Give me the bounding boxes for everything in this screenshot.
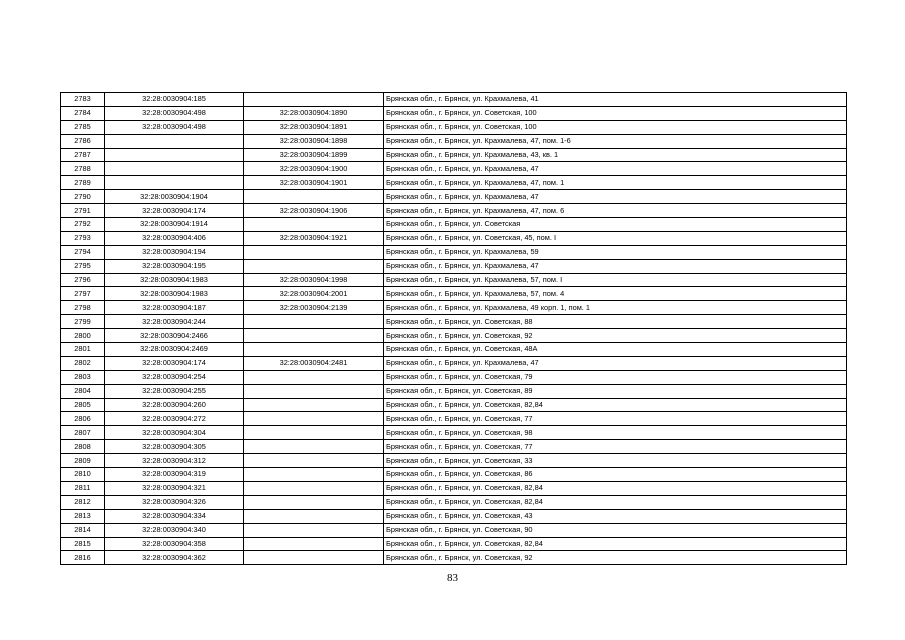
table-row bbox=[61, 329, 847, 343]
table-row bbox=[61, 384, 847, 398]
cadastral-number-cell: 32:28:0030904:312 bbox=[105, 454, 244, 468]
row-number-cell: 2804 bbox=[61, 384, 105, 398]
table-row bbox=[61, 398, 847, 412]
table-row bbox=[61, 509, 847, 523]
cadastral-number-cell bbox=[105, 134, 244, 148]
premises-cadastral-number-cell: 32:28:0030904:1899 bbox=[244, 148, 384, 162]
table-row bbox=[61, 218, 847, 232]
address-cell: Брянская обл., г. Брянск, ул. Советская, 79 bbox=[384, 370, 847, 384]
row-number-cell: 2813 bbox=[61, 509, 105, 523]
address-cell: Брянская обл., г. Брянск, ул. Крахмалева, 43, кв. 1 bbox=[384, 148, 847, 162]
table-row bbox=[61, 481, 847, 495]
cadastral-number-cell: 32:28:0030904:362 bbox=[105, 551, 244, 565]
cadastral-number-cell: 32:28:0030904:187 bbox=[105, 301, 244, 315]
table-row bbox=[61, 259, 847, 273]
address-cell: Брянская обл., г. Брянск, ул. Советская, 100 bbox=[384, 120, 847, 134]
table-row bbox=[61, 176, 847, 190]
cadastral-number-cell: 32:28:0030904:260 bbox=[105, 398, 244, 412]
address-cell: Брянская обл., г. Брянск, ул. Крахмалева, 47 bbox=[384, 356, 847, 370]
row-number-cell: 2791 bbox=[61, 204, 105, 218]
cadastral-number-cell: 32:28:0030904:174 bbox=[105, 204, 244, 218]
premises-cadastral-number-cell bbox=[244, 259, 384, 273]
cadastral-number-cell: 32:28:0030904:195 bbox=[105, 259, 244, 273]
premises-cadastral-number-cell bbox=[244, 412, 384, 426]
premises-cadastral-number-cell bbox=[244, 315, 384, 329]
table-row bbox=[61, 343, 847, 357]
premises-cadastral-number-cell: 32:28:0030904:1900 bbox=[244, 162, 384, 176]
premises-cadastral-number-cell bbox=[244, 495, 384, 509]
address-cell: Брянская обл., г. Брянск, ул. Советская, 90 bbox=[384, 523, 847, 537]
row-number-cell: 2795 bbox=[61, 259, 105, 273]
table-row bbox=[61, 273, 847, 287]
row-number-cell: 2785 bbox=[61, 120, 105, 134]
premises-cadastral-number-cell: 32:28:0030904:2481 bbox=[244, 356, 384, 370]
address-cell: Брянская обл., г. Брянск, ул. Советская, 92 bbox=[384, 551, 847, 565]
premises-cadastral-number-cell bbox=[244, 190, 384, 204]
address-cell: Брянская обл., г. Брянск, ул. Советская, 82,84 bbox=[384, 481, 847, 495]
address-cell: Брянская обл., г. Брянск, ул. Советская, 89 bbox=[384, 384, 847, 398]
table-row bbox=[61, 120, 847, 134]
address-cell: Брянская обл., г. Брянск, ул. Крахмалева, 47 bbox=[384, 259, 847, 273]
table-row bbox=[61, 537, 847, 551]
address-cell: Брянская обл., г. Брянск, ул. Советская, 86 bbox=[384, 468, 847, 482]
address-cell: Брянская обл., г. Брянск, ул. Советская, 33 bbox=[384, 454, 847, 468]
table-body bbox=[61, 93, 847, 565]
address-cell: Брянская обл., г. Брянск, ул. Крахмалева, 49 корп. 1, пом. 1 bbox=[384, 301, 847, 315]
cadastral-number-cell: 32:28:0030904:174 bbox=[105, 356, 244, 370]
address-cell: Брянская обл., г. Брянск, ул. Крахмалева, 57, пом. I bbox=[384, 273, 847, 287]
table-row bbox=[61, 190, 847, 204]
address-cell: Брянская обл., г. Брянск, ул. Крахмалева, 47 bbox=[384, 162, 847, 176]
table-row bbox=[61, 551, 847, 565]
row-number-cell: 2789 bbox=[61, 176, 105, 190]
cadastral-number-cell: 32:28:0030904:1983 bbox=[105, 287, 244, 301]
address-cell: Брянская обл., г. Брянск, ул. Крахмалева, 57, пом. 4 bbox=[384, 287, 847, 301]
cadastral-number-cell: 32:28:0030904:305 bbox=[105, 440, 244, 454]
cadastral-number-cell: 32:28:0030904:1904 bbox=[105, 190, 244, 204]
cadastral-number-cell: 32:28:0030904:255 bbox=[105, 384, 244, 398]
cadastral-number-cell bbox=[105, 176, 244, 190]
address-cell: Брянская обл., г. Брянск, ул. Крахмалева, 47 bbox=[384, 190, 847, 204]
row-number-cell: 2787 bbox=[61, 148, 105, 162]
table-row bbox=[61, 301, 847, 315]
premises-cadastral-number-cell: 32:28:0030904:2001 bbox=[244, 287, 384, 301]
row-number-cell: 2798 bbox=[61, 301, 105, 315]
row-number-cell: 2784 bbox=[61, 106, 105, 120]
row-number-cell: 2811 bbox=[61, 481, 105, 495]
table-row bbox=[61, 93, 847, 107]
table-row bbox=[61, 245, 847, 259]
table-row bbox=[61, 412, 847, 426]
row-number-cell: 2797 bbox=[61, 287, 105, 301]
row-number-cell: 2792 bbox=[61, 218, 105, 232]
table-row bbox=[61, 204, 847, 218]
address-cell: Брянская обл., г. Брянск, ул. Крахмалева, 47, пом. 1 bbox=[384, 176, 847, 190]
cadastral-number-cell: 32:28:0030904:406 bbox=[105, 231, 244, 245]
premises-cadastral-number-cell bbox=[244, 384, 384, 398]
address-cell: Брянская обл., г. Брянск, ул. Крахмалева, 47, пом. 1-6 bbox=[384, 134, 847, 148]
premises-cadastral-number-cell: 32:28:0030904:1921 bbox=[244, 231, 384, 245]
cadastral-number-cell: 32:28:0030904:304 bbox=[105, 426, 244, 440]
row-number-cell: 2794 bbox=[61, 245, 105, 259]
row-number-cell: 2788 bbox=[61, 162, 105, 176]
address-cell: Брянская обл., г. Брянск, ул. Крахмалева, 47, пом. 6 bbox=[384, 204, 847, 218]
premises-cadastral-number-cell: 32:28:0030904:2139 bbox=[244, 301, 384, 315]
row-number-cell: 2799 bbox=[61, 315, 105, 329]
premises-cadastral-number-cell bbox=[244, 343, 384, 357]
row-number-cell: 2809 bbox=[61, 454, 105, 468]
table-row bbox=[61, 495, 847, 509]
table-row bbox=[61, 523, 847, 537]
row-number-cell: 2790 bbox=[61, 190, 105, 204]
premises-cadastral-number-cell bbox=[244, 509, 384, 523]
row-number-cell: 2810 bbox=[61, 468, 105, 482]
cadastral-number-cell: 32:28:0030904:194 bbox=[105, 245, 244, 259]
cadastral-number-cell: 32:28:0030904:1983 bbox=[105, 273, 244, 287]
row-number-cell: 2805 bbox=[61, 398, 105, 412]
address-cell: Брянская обл., г. Брянск, ул. Советская, 88 bbox=[384, 315, 847, 329]
cadastral-number-cell: 32:28:0030904:1914 bbox=[105, 218, 244, 232]
premises-cadastral-number-cell bbox=[244, 245, 384, 259]
cadastral-number-cell: 32:28:0030904:498 bbox=[105, 106, 244, 120]
row-number-cell: 2800 bbox=[61, 329, 105, 343]
row-number-cell: 2806 bbox=[61, 412, 105, 426]
cadastral-number-cell: 32:28:0030904:358 bbox=[105, 537, 244, 551]
cadastral-number-cell: 32:28:0030904:498 bbox=[105, 120, 244, 134]
address-cell: Брянская обл., г. Брянск, ул. Советская bbox=[384, 218, 847, 232]
premises-cadastral-number-cell: 32:28:0030904:1998 bbox=[244, 273, 384, 287]
cadastral-number-cell: 32:28:0030904:2469 bbox=[105, 343, 244, 357]
premises-cadastral-number-cell bbox=[244, 523, 384, 537]
premises-cadastral-number-cell: 32:28:0030904:1891 bbox=[244, 120, 384, 134]
address-cell: Брянская обл., г. Брянск, ул. Советская, 45, пом. I bbox=[384, 231, 847, 245]
cadastral-number-cell: 32:28:0030904:334 bbox=[105, 509, 244, 523]
table-row bbox=[61, 134, 847, 148]
table-row bbox=[61, 106, 847, 120]
address-cell: Брянская обл., г. Брянск, ул. Советская, 48А bbox=[384, 343, 847, 357]
table-row bbox=[61, 370, 847, 384]
table-row bbox=[61, 468, 847, 482]
premises-cadastral-number-cell: 32:28:0030904:1898 bbox=[244, 134, 384, 148]
premises-cadastral-number-cell bbox=[244, 454, 384, 468]
address-cell: Брянская обл., г. Брянск, ул. Советская, 82,84 bbox=[384, 398, 847, 412]
table-row bbox=[61, 426, 847, 440]
table-row bbox=[61, 440, 847, 454]
address-cell: Брянская обл., г. Брянск, ул. Крахмалева, 59 bbox=[384, 245, 847, 259]
cadastral-number-cell: 32:28:0030904:185 bbox=[105, 93, 244, 107]
table-row bbox=[61, 148, 847, 162]
row-number-cell: 2816 bbox=[61, 551, 105, 565]
page-number: 83 bbox=[447, 572, 458, 584]
cadastral-number-cell: 32:28:0030904:326 bbox=[105, 495, 244, 509]
row-number-cell: 2796 bbox=[61, 273, 105, 287]
row-number-cell: 2793 bbox=[61, 231, 105, 245]
address-cell: Брянская обл., г. Брянск, ул. Советская, 43 bbox=[384, 509, 847, 523]
table-row bbox=[61, 287, 847, 301]
cadastral-number-cell: 32:28:0030904:254 bbox=[105, 370, 244, 384]
address-cell: Брянская обл., г. Брянск, ул. Советская, 82,84 bbox=[384, 495, 847, 509]
address-cell: Брянская обл., г. Брянск, ул. Советская, 77 bbox=[384, 412, 847, 426]
premises-cadastral-number-cell bbox=[244, 537, 384, 551]
premises-cadastral-number-cell bbox=[244, 218, 384, 232]
premises-cadastral-number-cell bbox=[244, 370, 384, 384]
table-row bbox=[61, 454, 847, 468]
row-number-cell: 2786 bbox=[61, 134, 105, 148]
cadastral-number-cell: 32:28:0030904:319 bbox=[105, 468, 244, 482]
address-cell: Брянская обл., г. Брянск, ул. Советская, 98 bbox=[384, 426, 847, 440]
premises-cadastral-number-cell: 32:28:0030904:1901 bbox=[244, 176, 384, 190]
premises-cadastral-number-cell: 32:28:0030904:1906 bbox=[244, 204, 384, 218]
row-number-cell: 2783 bbox=[61, 93, 105, 107]
row-number-cell: 2803 bbox=[61, 370, 105, 384]
cadastral-number-cell: 32:28:0030904:2466 bbox=[105, 329, 244, 343]
property-registry-table bbox=[60, 92, 847, 565]
address-cell: Брянская обл., г. Брянск, ул. Крахмалева, 41 bbox=[384, 93, 847, 107]
address-cell: Брянская обл., г. Брянск, ул. Советская, 82,84 bbox=[384, 537, 847, 551]
cadastral-number-cell: 32:28:0030904:321 bbox=[105, 481, 244, 495]
address-cell: Брянская обл., г. Брянск, ул. Советская, 77 bbox=[384, 440, 847, 454]
table-row bbox=[61, 162, 847, 176]
premises-cadastral-number-cell bbox=[244, 481, 384, 495]
cadastral-number-cell: 32:28:0030904:272 bbox=[105, 412, 244, 426]
row-number-cell: 2802 bbox=[61, 356, 105, 370]
premises-cadastral-number-cell bbox=[244, 398, 384, 412]
table-row bbox=[61, 356, 847, 370]
address-cell: Брянская обл., г. Брянск, ул. Советская, 92 bbox=[384, 329, 847, 343]
cadastral-number-cell: 32:28:0030904:244 bbox=[105, 315, 244, 329]
row-number-cell: 2807 bbox=[61, 426, 105, 440]
row-number-cell: 2812 bbox=[61, 495, 105, 509]
cadastral-number-cell: 32:28:0030904:340 bbox=[105, 523, 244, 537]
row-number-cell: 2814 bbox=[61, 523, 105, 537]
premises-cadastral-number-cell bbox=[244, 93, 384, 107]
cadastral-number-cell bbox=[105, 162, 244, 176]
premises-cadastral-number-cell bbox=[244, 329, 384, 343]
address-cell: Брянская обл., г. Брянск, ул. Советская, 100 bbox=[384, 106, 847, 120]
table-row bbox=[61, 315, 847, 329]
premises-cadastral-number-cell bbox=[244, 468, 384, 482]
row-number-cell: 2815 bbox=[61, 537, 105, 551]
premises-cadastral-number-cell bbox=[244, 440, 384, 454]
premises-cadastral-number-cell bbox=[244, 551, 384, 565]
premises-cadastral-number-cell bbox=[244, 426, 384, 440]
row-number-cell: 2801 bbox=[61, 343, 105, 357]
row-number-cell: 2808 bbox=[61, 440, 105, 454]
table-row bbox=[61, 231, 847, 245]
premises-cadastral-number-cell: 32:28:0030904:1890 bbox=[244, 106, 384, 120]
cadastral-number-cell bbox=[105, 148, 244, 162]
